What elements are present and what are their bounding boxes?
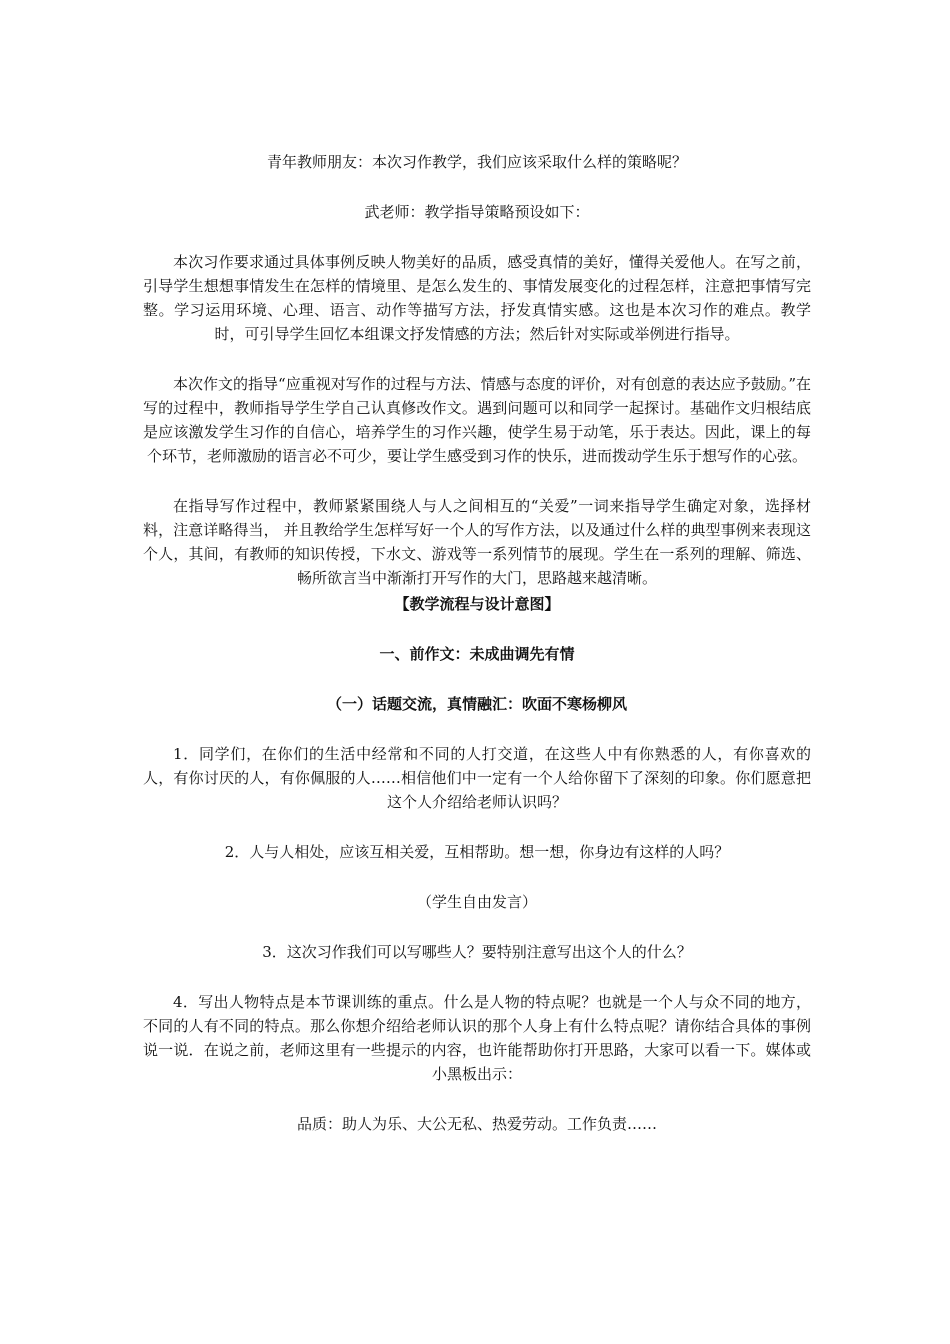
step-2-note: （学生自由发言） [416, 893, 537, 911]
step-3: 3．这次习作我们可以写哪些人？要特别注意写出这个人的什么？ [262, 943, 692, 961]
paragraph-1: 本次习作要求通过具体事例反映人物美好的品质，感受真情的美好，懂得关爱他人。在写之前，引导学生想想事情发生在怎样的情境里、是怎么发生的、事情发展变化的过程怎样，注意把事情写完整。学习运用环境、心理、语言、动作等描写方法，抒发真情实感。这也是本次习作的难点。教学时，可引导学生回忆本组课文抒发情感的方法；然后针对实际或举例进行指导。 [143, 253, 811, 343]
step-4-item: 品质：助人为乐、大公无私、热爱劳动。工作负责…… [296, 1115, 657, 1133]
main-heading: 【教学流程与设计意图】 [394, 595, 560, 613]
section-heading: 一、前作文：未成曲调先有情 [379, 645, 575, 663]
paragraph-3: 在指导写作过程中，教师紧紧围绕人与人之间相互的“关爱”一词来指导学生确定对象，选择材料，注意详略得当， 并且教给学生怎样写好一个人的写作方法，以及通过什么样的典型事例来表现这个人，其间，有教师的知识传授，下水文、游戏等一系列情节的展现。学生在一系列的理解、筛选、畅所欲言当中渐渐打开写作的大门，思路越来越清晰。 [143, 497, 811, 587]
step-2: 2．人与人相处，应该互相关爱，互相帮助。想一想，你身边有这样的人吗？ [224, 843, 730, 861]
intro-answer: 武老师：教学指导策略预设如下： [364, 203, 590, 221]
step-1: 1．同学们，在你们的生活中经常和不同的人打交道，在这些人中有你熟悉的人，有你喜欢的人，有你讨厌的人，有你佩服的人……相信他们中一定有一个人给你留下了深刻的印象。你们愿意把这个人介绍给老师认识吗？ [143, 745, 811, 811]
document-body [143, 150, 811, 1136]
paragraph-2: 本次作文的指导“应重视对写作的过程与方法、情感与态度的评价，对有创意的表达应予鼓励。”在写的过程中，教师指导学生学自己认真修改作文。遇到问题可以和同学一起探讨。基础作文归根结底是应该激发学生习作的自信心，培养学生的习作兴趣，使学生易于动笔，乐于表达。因此，课上的每个环节，老师激励的语言必不可少，要让学生感受到习作的快乐，进而拨动学生乐于想写作的心弦。 [143, 375, 811, 465]
step-4: 4．写出人物特点是本节课训练的重点。什么是人物的特点呢？也就是一个人与众不同的地方，不同的人有不同的特点。那么你想介绍给老师认识的那个人身上有什么特点呢？请你结合具体的事例说一说．在说之前，老师这里有一些提示的内容，也许能帮助你打开思路，大家可以看一下。媒体或小黑板出示： [143, 993, 811, 1083]
intro-question: 青年教师朋友：本次习作教学，我们应该采取什么样的策略呢？ [266, 153, 687, 171]
subsection-heading: （一）话题交流，真情融汇：吹面不寒杨柳风 [326, 695, 627, 713]
